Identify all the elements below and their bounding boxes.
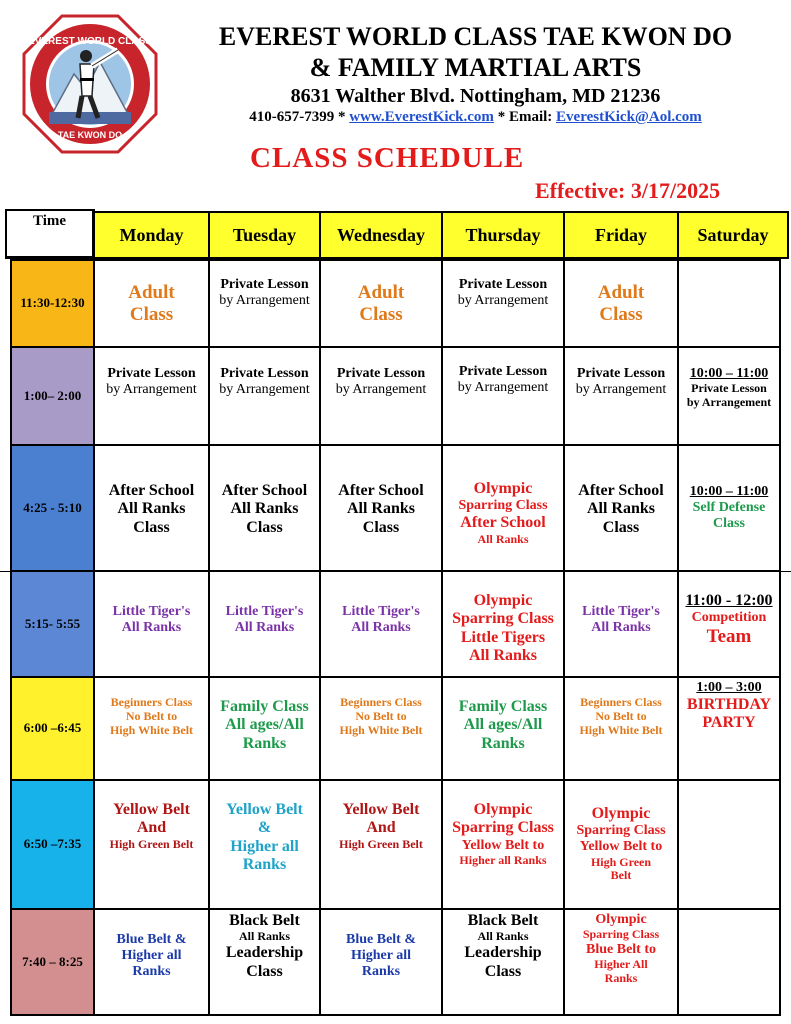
class-cell <box>563 259 679 348</box>
class-cell <box>563 444 679 572</box>
class-line: Beginners Class <box>110 695 193 709</box>
class-line: And <box>136 819 167 837</box>
class-cell <box>441 908 565 1016</box>
class-line: BIRTHDAY <box>686 696 772 714</box>
class-line: Black Belt <box>229 912 300 929</box>
day-header-monday: Monday <box>93 211 210 259</box>
class-line: Olympic <box>473 592 533 609</box>
class-line: After School <box>108 482 195 499</box>
class-line: Ranks <box>242 734 287 752</box>
contact-line <box>160 107 791 127</box>
time-slot: 11:30-12:30 <box>10 259 95 348</box>
class-line: No Belt to <box>355 708 407 723</box>
class-time: 10:00 – 11:00 <box>689 484 769 499</box>
class-cell <box>93 444 210 572</box>
class-line: by Arrangement <box>219 382 310 398</box>
class-line: Little Tiger's <box>582 604 660 619</box>
phone-number: 410-657-7399 * <box>249 109 346 125</box>
class-line: All Ranks <box>586 500 656 518</box>
class-line: All Ranks <box>591 620 651 636</box>
class-cell <box>563 346 679 446</box>
class-line: Leadership <box>225 944 304 962</box>
class-line: Class <box>713 516 745 532</box>
class-line: Ranks <box>242 856 287 874</box>
class-cell <box>319 676 443 781</box>
class-line: High White Belt <box>339 722 423 737</box>
class-line: Private Lesson <box>576 366 666 381</box>
class-cell <box>208 570 321 678</box>
class-line: by Arrangement <box>575 382 667 398</box>
time-column-header: Time <box>5 209 95 259</box>
class-line: No Belt to <box>595 708 647 723</box>
class-cell <box>563 908 679 1016</box>
class-line: All Ranks <box>468 647 538 665</box>
class-line: All Ranks <box>117 500 186 518</box>
class-cell <box>208 346 321 446</box>
class-cell <box>441 346 565 446</box>
class-line: Class <box>246 962 283 980</box>
class-cell <box>319 779 443 910</box>
class-cell <box>208 444 321 572</box>
class-line: Blue Belt to <box>586 941 656 957</box>
class-line: High Green Belt <box>339 836 423 851</box>
schedule-title: CLASS SCHEDULE <box>250 142 525 174</box>
class-cell <box>93 346 210 446</box>
class-line: And <box>366 819 396 837</box>
day-header-saturday: Saturday <box>677 211 789 259</box>
class-cell <box>441 259 565 348</box>
school-name-line1: EVEREST WORLD CLASS TAE KWON DO <box>218 22 733 51</box>
class-line: Yellow Belt <box>226 801 303 818</box>
logo-top-text: EVEREST WORLD CLASS <box>28 36 152 47</box>
class-line: Class <box>133 518 170 536</box>
class-line: Ranks <box>481 734 525 752</box>
day-header-friday: Friday <box>563 211 679 259</box>
class-cell <box>319 259 443 348</box>
class-cell <box>93 676 210 781</box>
class-cell <box>319 570 443 678</box>
class-cell <box>677 570 781 678</box>
class-cell <box>208 259 321 348</box>
email-label: * Email: <box>497 109 553 125</box>
class-line: All Ranks <box>346 500 416 518</box>
class-line: Sparring Class <box>458 498 548 514</box>
class-time: 10:00 – 11:00 <box>689 366 769 381</box>
class-cell <box>208 676 321 781</box>
class-cell <box>93 570 210 678</box>
class-cell <box>208 779 321 910</box>
time-slot: 5:15- 5:55 <box>10 570 95 678</box>
effective-date: Effective: 3/17/2025 <box>535 178 721 203</box>
class-line: Little Tiger's <box>225 604 304 619</box>
school-name-line2: & FAMILY MARTIAL ARTS <box>309 53 642 82</box>
class-line: After School <box>460 514 546 532</box>
class-line: After School <box>338 482 424 499</box>
class-cell <box>93 908 210 1016</box>
class-line: All Ranks <box>477 531 529 546</box>
class-line: Ranks <box>361 964 401 980</box>
class-line: Belt <box>610 868 632 883</box>
class-line: Olympic <box>595 912 647 927</box>
class-line: Class <box>359 303 403 325</box>
class-line: High Green Belt <box>109 836 194 851</box>
class-line: All ages/All <box>463 716 543 734</box>
class-cell-empty <box>677 259 781 348</box>
class-line: Olympic <box>473 480 533 497</box>
class-cell <box>441 570 565 678</box>
class-line: Higher all <box>230 837 299 855</box>
class-cell <box>319 346 443 446</box>
class-line: No Belt to <box>125 708 178 723</box>
class-line: All Ranks <box>477 929 529 944</box>
class-line: Private Lesson <box>107 366 196 381</box>
class-cell <box>93 779 210 910</box>
class-line: Private Lesson <box>336 366 426 381</box>
class-line: Higher all Ranks <box>459 852 547 867</box>
class-line: by Arrangement <box>219 293 310 309</box>
class-line: by Arrangement <box>106 382 197 398</box>
class-line: PARTY <box>702 714 756 732</box>
class-line: Blue Belt & <box>346 932 416 947</box>
class-line: All Ranks <box>234 620 295 636</box>
divider-line <box>0 571 791 572</box>
class-line: by Arrangement <box>457 293 549 309</box>
class-line: Family Class <box>458 698 548 715</box>
class-line: Private Lesson <box>691 381 767 396</box>
class-line: Yellow Belt <box>113 801 190 818</box>
class-cell <box>677 444 781 572</box>
class-line: Sparring Class <box>452 610 554 628</box>
class-line: Yellow Belt <box>342 801 420 818</box>
class-cell-empty <box>677 779 781 910</box>
class-line: by Arrangement <box>457 380 549 396</box>
class-line: Private Lesson <box>220 366 309 381</box>
class-time: 1:00 – 3:00 <box>696 680 762 695</box>
class-line: Adult <box>597 281 645 303</box>
day-header-tuesday: Tuesday <box>208 211 321 259</box>
class-cell <box>441 676 565 781</box>
class-line: Yellow Belt to <box>579 839 663 855</box>
class-line: Private Lesson <box>458 277 548 292</box>
class-line: Adult <box>357 281 405 303</box>
class-line: All Ranks <box>238 929 291 944</box>
class-line: All Ranks <box>230 500 299 518</box>
logo-bottom-text: TAE KWON DO <box>57 130 123 140</box>
class-time: 11:00 - 12:00 <box>685 592 773 609</box>
class-cell <box>319 908 443 1016</box>
class-line: Family Class <box>220 698 309 715</box>
time-slot: 7:40 – 8:25 <box>10 908 95 1016</box>
class-line: Beginners Class <box>340 695 422 709</box>
class-cell <box>208 908 321 1016</box>
time-slot: 1:00– 2:00 <box>10 346 95 446</box>
class-line: by Arrangement <box>335 382 427 398</box>
class-line: High White Belt <box>109 722 194 737</box>
email-link[interactable]: EverestKick@Aol.com <box>556 109 702 125</box>
class-line: Higher all <box>350 948 412 964</box>
class-cell <box>441 444 565 572</box>
class-line: Adult <box>128 281 175 303</box>
class-line: by Arrangement <box>686 394 772 409</box>
school-address: 8631 Walther Blvd. Nottingham, MD 21236 <box>290 85 661 107</box>
class-line: & <box>257 819 272 837</box>
class-line: Little Tiger's <box>112 604 191 619</box>
day-header-thursday: Thursday <box>441 211 565 259</box>
website-link[interactable]: www.EverestKick.com <box>349 109 494 125</box>
class-line: Class <box>602 518 640 536</box>
class-line: High White Belt <box>579 722 663 737</box>
class-line: Private Lesson <box>220 277 309 292</box>
class-line: After School <box>578 482 664 499</box>
class-line: All Ranks <box>351 620 411 636</box>
class-line: Ranks <box>604 970 638 985</box>
class-cell <box>677 346 781 446</box>
class-line: Class <box>362 518 400 536</box>
class-line: Team <box>706 626 752 648</box>
class-line: Yellow Belt to <box>461 837 545 853</box>
class-line: Class <box>246 518 283 536</box>
class-cell <box>563 779 679 910</box>
class-line: Sparring Class <box>452 819 554 837</box>
class-line: All ages/All <box>225 716 304 734</box>
class-line: Competition <box>691 610 767 626</box>
class-line: Black Belt <box>467 912 539 929</box>
class-line: Ranks <box>132 964 171 980</box>
class-line: Class <box>129 303 174 325</box>
class-cell <box>319 444 443 572</box>
class-line: Leadership <box>464 944 542 962</box>
class-cell <box>93 259 210 348</box>
class-line: Class <box>599 303 643 325</box>
class-line: Class <box>484 962 522 980</box>
class-line: Higher all <box>121 948 182 964</box>
class-line: Little Tigers <box>460 628 546 646</box>
class-cell <box>441 779 565 910</box>
class-line: Higher All <box>594 956 648 971</box>
class-line: Blue Belt & <box>116 932 187 947</box>
school-logo <box>22 14 158 154</box>
class-line: Olympic <box>591 805 651 822</box>
class-line: All Ranks <box>121 620 182 636</box>
class-cell <box>563 570 679 678</box>
class-line: Beginners Class <box>580 695 662 709</box>
class-line: Self Defense <box>692 500 766 516</box>
class-cell <box>563 676 679 781</box>
time-slot: 6:50 –7:35 <box>10 779 95 910</box>
class-line: Olympic <box>473 801 533 818</box>
class-line: Sparring Class <box>582 927 660 942</box>
class-line: Sparring Class <box>576 823 666 839</box>
time-slot: 4:25 - 5:10 <box>10 444 95 572</box>
class-cell-empty <box>677 908 781 1016</box>
class-line: High Green <box>590 854 652 869</box>
class-line: After School <box>221 482 308 499</box>
time-slot: 6:00 –6:45 <box>10 676 95 781</box>
class-line: Private Lesson <box>458 364 548 379</box>
class-line: Little Tiger's <box>342 604 420 619</box>
class-cell <box>677 676 781 781</box>
day-header-wednesday: Wednesday <box>319 211 443 259</box>
